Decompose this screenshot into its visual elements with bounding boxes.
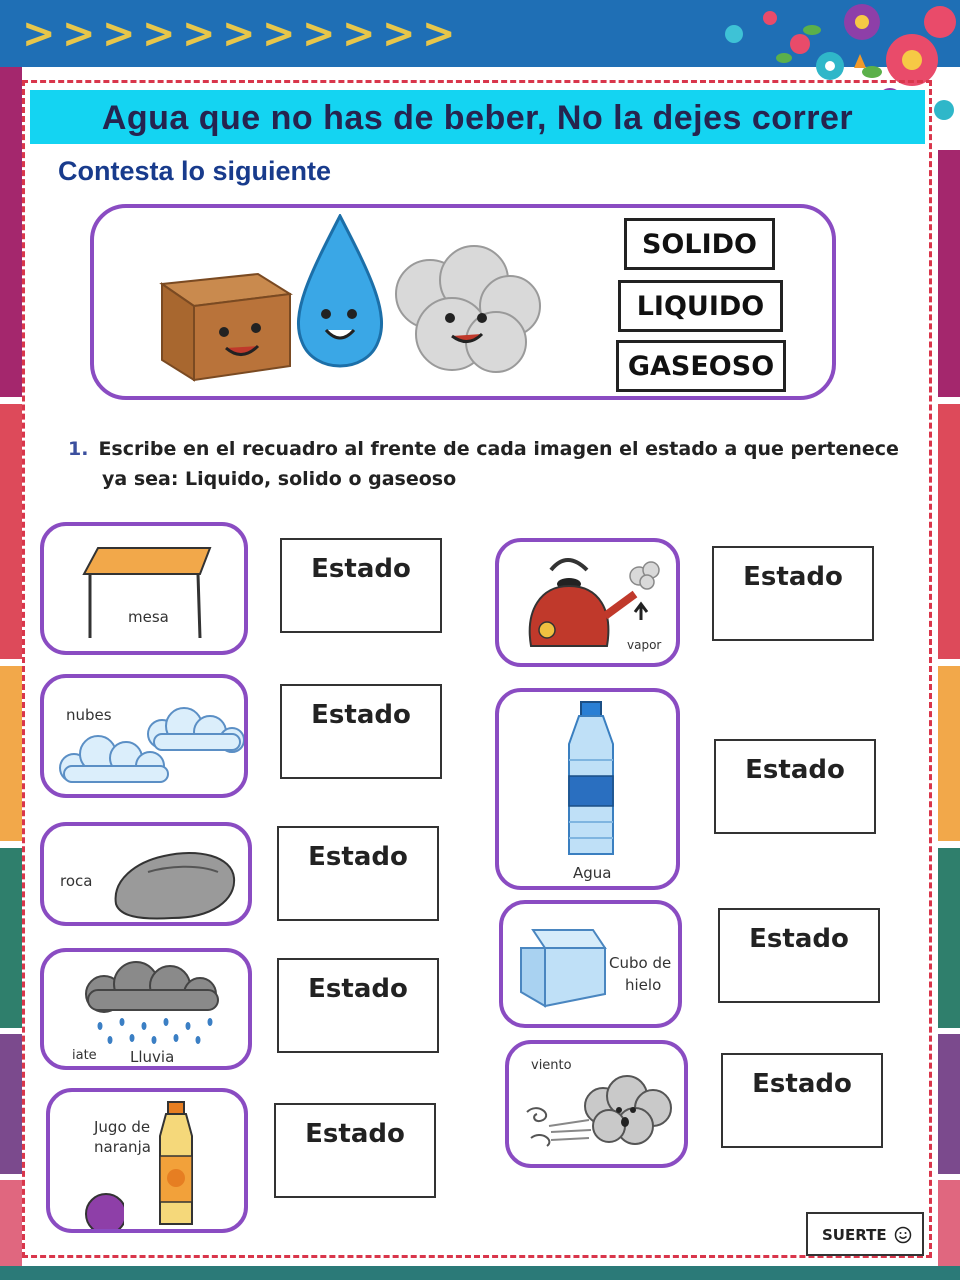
good-luck-badge	[806, 1212, 924, 1256]
bottom-banner	[0, 1266, 960, 1280]
side-stripe	[938, 1180, 960, 1266]
chevron-icon: >	[62, 9, 96, 59]
answer-label: Estado	[308, 842, 408, 872]
good-luck-text: SUERTE	[822, 1226, 887, 1244]
item-caption: Lluvia	[130, 1048, 175, 1066]
chevron-icon: >	[22, 9, 56, 59]
side-stripe	[938, 150, 960, 397]
side-stripe	[938, 666, 960, 841]
answer-box[interactable]	[280, 684, 442, 779]
item-caption: Cubo de	[609, 954, 672, 972]
item-caption: Jugo de	[94, 1118, 151, 1136]
answer-box[interactable]	[712, 546, 874, 641]
rain-cloud-icon	[70, 960, 240, 1046]
answer-box[interactable]	[280, 538, 442, 633]
item-caption: vapor	[627, 638, 662, 652]
state-label-solid: SOLIDO	[624, 218, 775, 270]
item-image-kettle	[495, 538, 680, 667]
wind-icon	[515, 1062, 685, 1166]
chevron-icon: >	[102, 9, 136, 59]
side-stripe	[0, 848, 22, 1028]
item-image-juice	[46, 1088, 248, 1233]
answer-box[interactable]	[721, 1053, 883, 1148]
side-stripe	[0, 67, 22, 397]
item-caption-secondary: iate	[72, 1048, 97, 1063]
answer-box[interactable]	[718, 908, 880, 1003]
item-image-ice-cube	[499, 900, 682, 1028]
item-caption-secondary: hielo	[625, 976, 662, 994]
title-bar	[30, 90, 925, 144]
chevron-icon: >	[302, 9, 336, 59]
item-image-wind	[505, 1040, 688, 1168]
water-bottle-icon	[561, 700, 621, 860]
page-subtitle: Contesta lo siguiente	[58, 156, 332, 186]
side-stripe	[938, 404, 960, 659]
answer-label: Estado	[743, 562, 843, 592]
ice-cube-icon	[515, 922, 611, 1012]
ball-icon	[84, 1188, 124, 1233]
answer-label: Estado	[311, 554, 411, 584]
side-stripe	[938, 1034, 960, 1174]
answer-box[interactable]	[714, 739, 876, 834]
state-label-gas: GASEOSO	[616, 340, 786, 392]
side-stripe	[938, 848, 960, 1028]
state-label-liquid: LIQUIDO	[618, 280, 783, 332]
answer-label: Estado	[752, 1069, 852, 1099]
answer-label: Estado	[308, 974, 408, 1004]
answer-label: Estado	[305, 1119, 405, 1149]
item-image-clouds	[40, 674, 248, 798]
instruction-line-1: Escribe en el recuadro al frente de cada imagen el estado a que pertenece	[98, 438, 899, 460]
states-characters-illustration	[130, 214, 550, 390]
side-stripe	[0, 1180, 22, 1266]
rock-icon	[108, 842, 238, 922]
item-image-rock	[40, 822, 252, 926]
item-caption-secondary: naranja	[94, 1138, 151, 1156]
chevron-icon: >	[262, 9, 296, 59]
answer-label: Estado	[749, 924, 849, 954]
answer-box[interactable]	[274, 1103, 436, 1198]
instruction-text	[68, 434, 938, 494]
instruction-line-2: ya sea: Liquido, solido o gaseoso	[102, 468, 457, 490]
side-stripe	[0, 404, 22, 659]
page-title: Agua que no has de beber, No la dejes correr	[101, 99, 854, 137]
chevron-icon: >	[142, 9, 176, 59]
chevron-icon: >	[422, 9, 456, 59]
item-caption: mesa	[128, 608, 169, 626]
item-image-table	[40, 522, 248, 655]
item-image-rain	[40, 948, 252, 1070]
item-caption: viento	[531, 1058, 572, 1073]
juice-bottle-icon	[146, 1100, 206, 1230]
chevron-icon: >	[382, 9, 416, 59]
answer-label: Estado	[745, 755, 845, 785]
chevron-icon: >	[342, 9, 376, 59]
item-caption: roca	[60, 872, 93, 890]
instruction-number: 1.	[68, 438, 89, 460]
answer-box[interactable]	[277, 826, 439, 921]
item-caption: nubes	[66, 706, 112, 724]
chevron-icon: >	[182, 9, 216, 59]
smiley-icon	[894, 1226, 912, 1244]
side-stripe	[0, 1034, 22, 1174]
chevron-icon: >	[222, 9, 256, 59]
answer-label: Estado	[311, 700, 411, 730]
item-caption: Agua	[573, 864, 612, 882]
side-stripe	[0, 666, 22, 841]
item-image-water-bottle	[495, 688, 680, 890]
answer-box[interactable]	[277, 958, 439, 1053]
